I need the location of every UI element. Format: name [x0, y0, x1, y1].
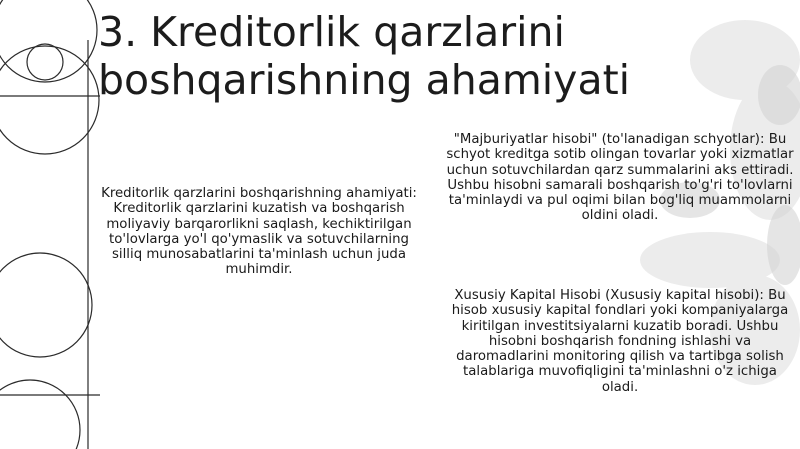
right-paragraph-liabilities: "Majburiyatlar hisobi" (to'lanadigan schyotlar): Bu schyot kreditga sotib olingan tovarlar yoki xizmatlar uchun sotuvchilardan qarz summalarini aks ettiradi. Ushbu hisobni samarali boshqarish to'g'ri to'lovlarni ta'minlaydi va pul oqimi bilan bog'liq muammolarni oldini oladi. — [446, 132, 794, 224]
line-art-decoration — [0, 0, 100, 449]
right-paragraph-equity: Xususiy Kapital Hisobi (Xususiy kapital hisobi): Bu hisob xususiy kapital fondlari yoki kompaniyalarga kiritilgan investitsiyalarni kuzatib boradi. Ushbu hisobni boshqarish fondning ishlashi va daromadlarini monitoring qilish va tartibga solish talablariga muvofiqligini ta'minlashni o'z ichiga oladi. — [451, 288, 789, 395]
slide-title: 3. Kreditorlik qarzlarini boshqarishning ahamiyati — [98, 8, 631, 104]
left-paragraph: Kreditorlik qarzlarini boshqarishning ahamiyati: Kreditorlik qarzlarini kuzatish va boshqarish moliyaviy barqarorlikni saqlash, kechiktirilgan to'lovlarga yo'l qo'ymaslik va sotuvchilarning silliq munosabatlarini ta'minlash uchun juda muhimdir. — [101, 186, 417, 278]
